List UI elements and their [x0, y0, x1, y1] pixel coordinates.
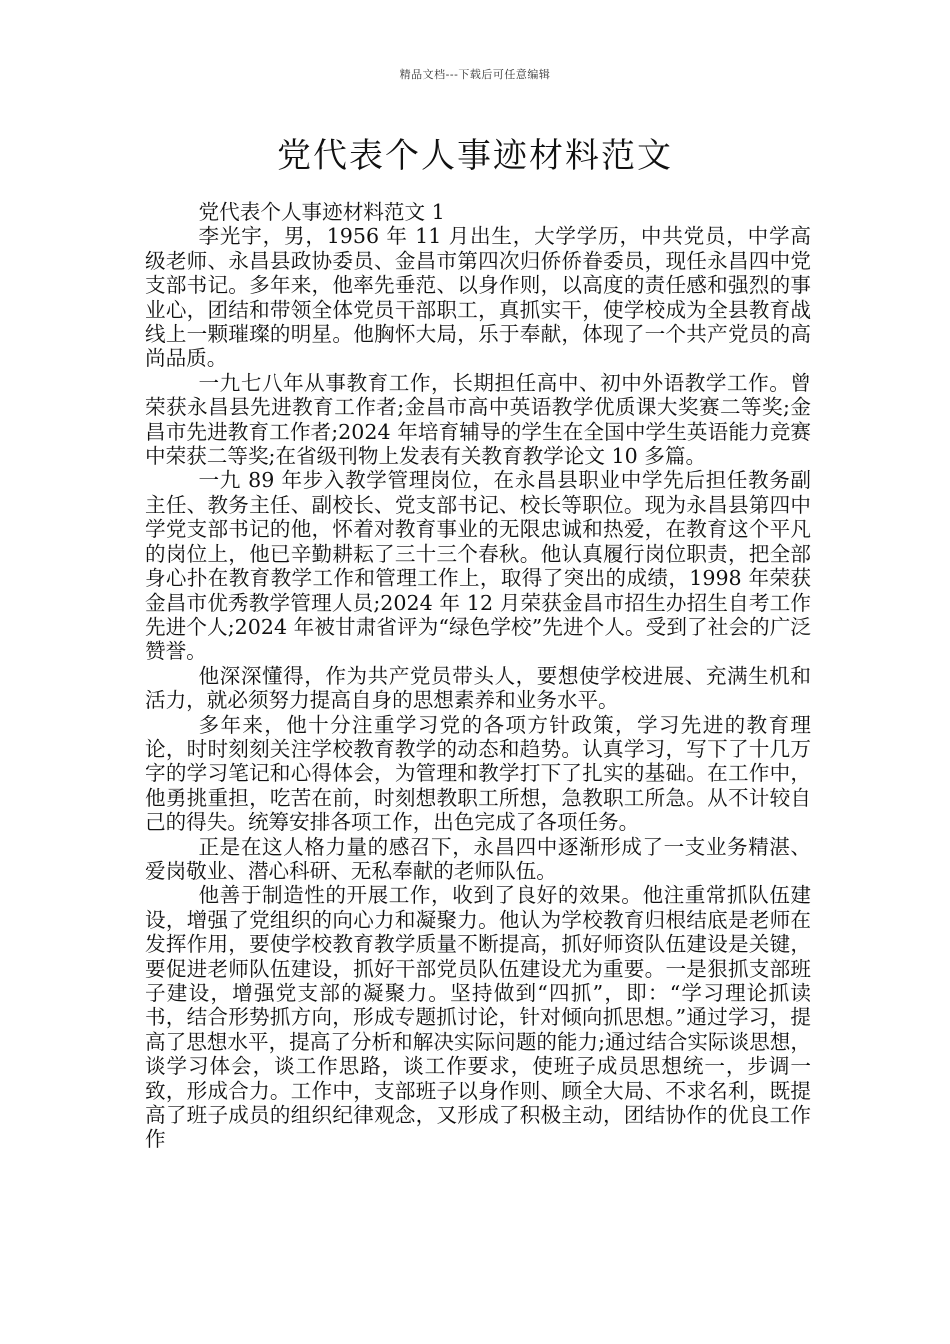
paragraph: 正是在这人格力量的感召下，永昌四中逐渐形成了一支业务精湛、爱岗敬业、潜心科研、无私奉献的老师队伍。: [145, 834, 811, 883]
paragraph: 李光宇，男，1956 年 11 月出生，大学学历，中共党员，中学高级老师、永昌县政协委员、金昌市第四次归侨侨眷委员，现任永昌四中党支部书记。多年来，他率先垂范、以身作则，以高度的责任感和强烈的事业心，团结和带领全体党员干部职工，真抓实干，使学校成为全县教育战线上一颗璀璨的明星。他胸怀大局，乐于奉献，体现了一个共产党员的高尚品质。: [145, 224, 811, 371]
header-note: 精品文档---下载后可任意编辑: [399, 68, 551, 81]
paragraph: 他善于制造性的开展工作，收到了良好的效果。他注重常抓队伍建设，增强了党组织的向心力和凝聚力。他认为学校教育归根结底是老师在发挥作用，要使学校教育教学质量不断提高，抓好师资队伍建设是关键，要促进老师队伍建设，抓好干部党员队伍建设尤为重要。一是狠抓支部班子建设，增强党支部的凝聚力。坚持做到“四抓”，即：“学习理论抓读书，结合形势抓方向，形成专题抓讨论，针对倾向抓思想。”通过学习，提高了思想水平，提高了分析和解决实际问题的能力;通过结合实际谈思想，谈学习体会，谈工作思路，谈工作要求，使班子成员思想统一，步调一致，形成合力。工作中，支部班子以身作则、顾全大局、不求名利，既提高了班子成员的组织纪律观念，又形成了积极主动，团结协作的优良工作作: [145, 883, 811, 1152]
paragraph-subtitle: 党代表个人事迹材料范文 1: [198, 200, 445, 224]
document-body: [145, 200, 811, 1152]
paragraph: 一九七八年从事教育工作，长期担任高中、初中外语教学工作。曾荣获永昌县先进教育工作者;金昌市高中英语教学优质课大奖赛二等奖;金昌市先进教育工作者;2024 年培育辅导的学生在全国中学生英语能力竞赛中荣获二等奖;在省级刊物上发表有关教育教学论文 10 多篇。: [145, 370, 811, 469]
paragraph: 一九 89 年步入教学管理岗位，在永昌县职业中学先后担任教务副主任、教务主任、副校长、党支部书记、校长等职位。现为永昌县第四中学党支部书记的他，怀着对教育事业的无限忠诚和热爱，在教育这个平凡的岗位上，他已辛勤耕耘了三十三个春秋。他认真履行岗位职责，把全部身心扑在教育教学工作和管理工作上，取得了突出的成绩，1998 年荣获金昌市优秀教学管理人员;2024 年 12 月荣获金昌市招生办招生自考工作先进个人;2024 年被甘肃省评为“绿色学校”先进个人。受到了社会的广泛赞誉。: [145, 468, 811, 664]
paragraph: 他深深懂得，作为共产党员带头人，要想使学校进展、充满生机和活力，就必须努力提高自身的思想素养和业务水平。: [145, 663, 811, 713]
paragraph: 多年来，他十分注重学习党的各项方针政策，学习先进的教育理论，时时刻刻关注学校教育教学的动态和趋势。认真学习，写下了十几万字的学习笔记和心得体会，为管理和教学打下了扎实的基础。在工作中，他勇挑重担，吃苦在前，时刻想教职工所想，急教职工所急。从不计较自己的得失。统筹安排各项工作，出色完成了各项任务。: [145, 712, 811, 835]
document-title: 党代表个人事迹材料范文: [277, 136, 673, 176]
